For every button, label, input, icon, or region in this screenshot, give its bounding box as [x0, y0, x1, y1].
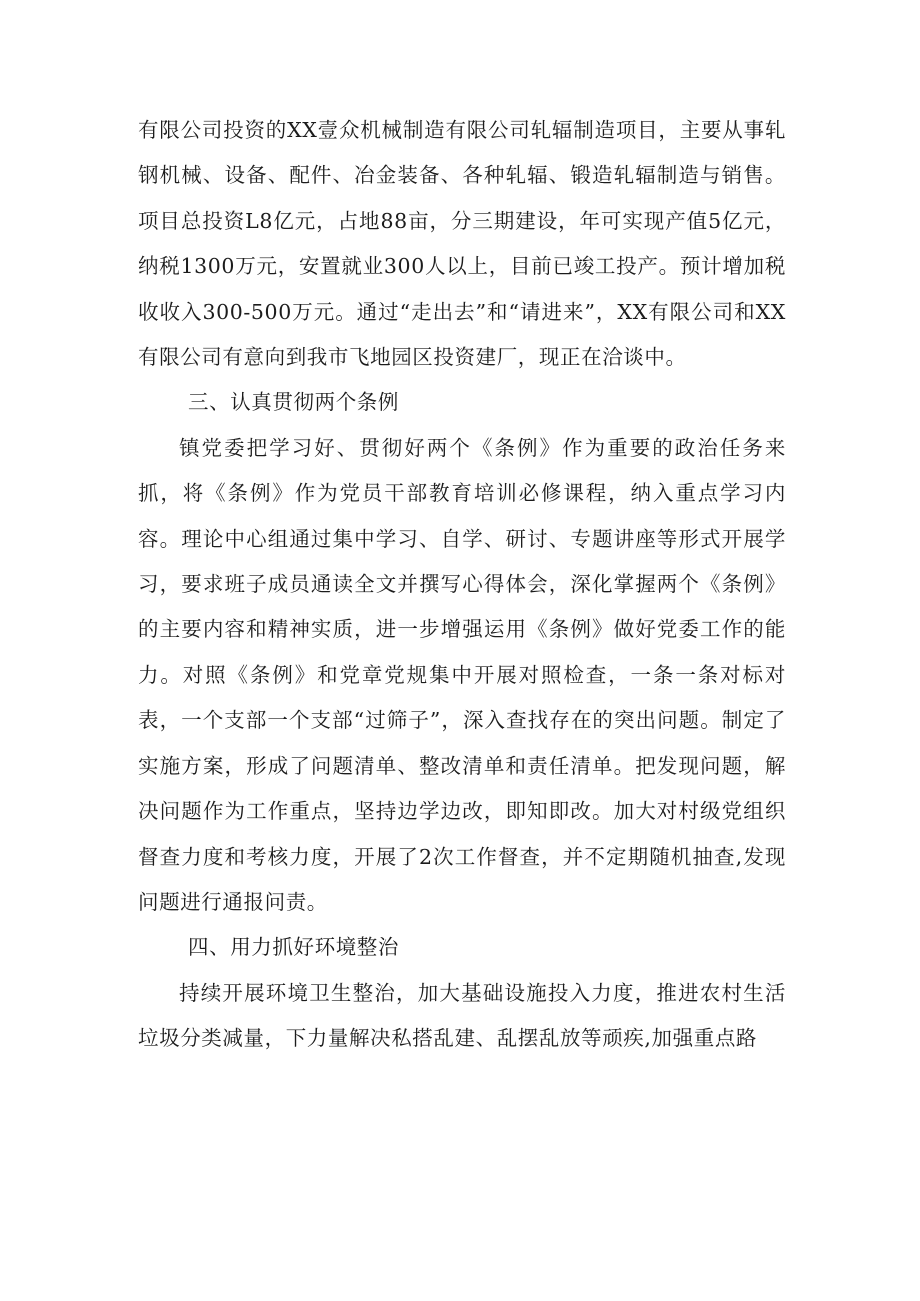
section-heading-4: 四、用力抓好环境整治 — [188, 935, 399, 960]
document-body — [138, 108, 786, 1062]
paragraph-regulations: 镇党委把学习好、贯彻好两个《条例》作为重要的政治任务来抓，将《条例》作为党员干部教育培训必修课程，纳入重点学习内容。理论中心组通过集中学习、自学、研讨、专题讲座等形式开展学习，要求班子成员通读全文并撰写心得体会，深化掌握两个《条例》的主要内容和精神实质，进一步增强运用《条例》做好党委工作的能力。对照《条例》和党章党规集中开展对照检查，一条一条对标对表，一个支部一个支部“过筛子”，深入查找存在的突出问题。制定了实施方案，形成了问题清单、整改清单和责任清单。把发现问题，解决问题作为工作重点，坚持边学边改，即知即改。加大对村级党组织督查力度和考核力度，开展了2次工作督查，并不定期随机抽查,发现问题进行通报问责。 — [138, 435, 786, 914]
paragraph-project-investment: 有限公司投资的XX壹众机械制造有限公司轧辐制造项目，主要从事轧钢机械、设备、配件、冶金装备、各种轧辐、锻造轧辐制造与销售。项目总投资L8亿元，占地88亩，分三期建设，年可实现产值5亿元，纳税1300万元，安置就业300人以上，目前已竣工投产。预计增加税收收入300-500万元。通过“走出去”和“请进来”，XX有限公司和XX有限公司有意向到我市飞地园区投资建厂，现正在洽谈中。 — [138, 118, 786, 370]
section-heading-3: 三、认真贯彻两个条例 — [188, 390, 399, 415]
paragraph-environment: 持续开展环境卫生整治，加大基础设施投入力度，推进农村生活垃圾分类减量，下力量解决私搭乱建、乱摆乱放等顽疾,加强重点路 — [138, 980, 786, 1051]
